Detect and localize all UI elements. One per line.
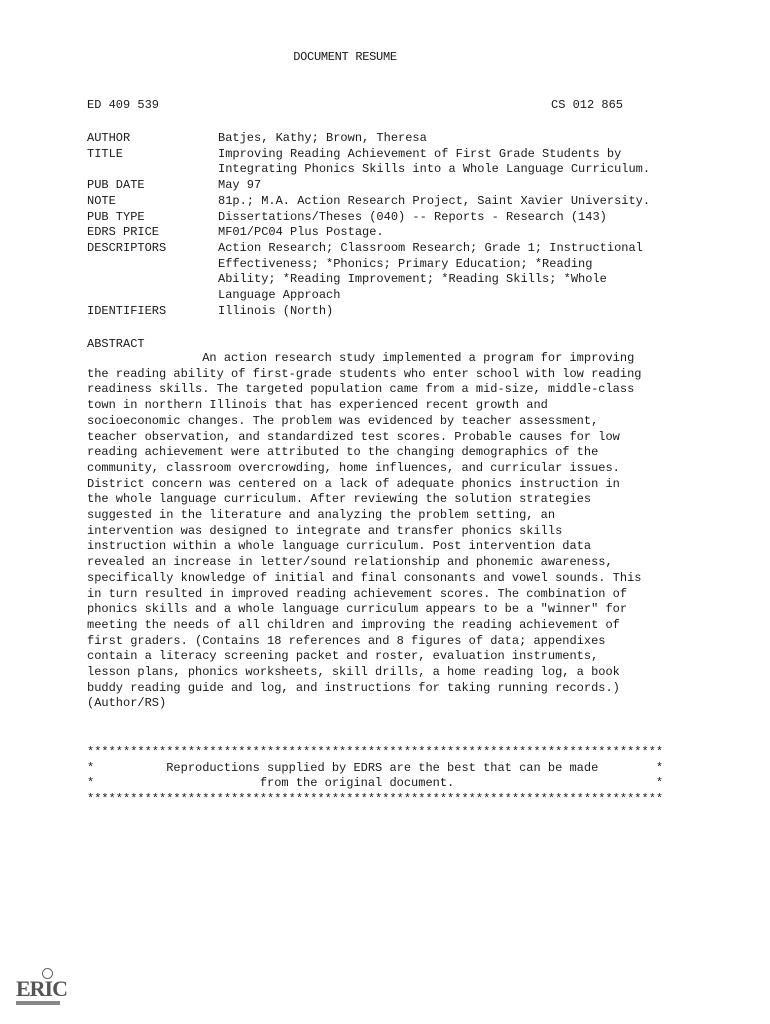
meta-row-pub-type [87,210,707,226]
abstract-line: teacher observation, and standardized test scores. Probable causes for low [87,429,620,444]
meta-label: PUB TYPE [87,209,145,224]
abstract-line: the whole language curriculum. After reviewing the solution strategies [87,492,592,507]
abstract-line: in turn resulted in improved reading achievement scores. The combination of [87,586,628,601]
meta-label: EDRS PRICE [87,225,160,240]
meta-value [218,210,707,226]
meta-value [218,131,707,147]
abstract-line: reading achievement were attributed to the changing demographics of the [87,445,599,460]
meta-value [218,304,707,320]
reproduction-notice-line: * Reproductions supplied by EDRS are the best that can be made * [87,760,664,775]
abstract-label: ABSTRACT [87,337,145,351]
abstract-line: phonics skills and a whole language curriculum appears to be a "winner" for [87,602,628,617]
meta-value-line: Action Research; Classroom Research; Grade 1; Instructional [218,240,643,255]
meta-value-line: Integrating Phonics Skills into a Whole Language Curriculum. [218,162,651,177]
eric-logo-text: ERIC [16,976,68,1001]
meta-label: IDENTIFIERS [87,303,167,318]
meta-row-title [87,147,707,178]
eric-logo-underline [16,1001,60,1005]
meta-row-edrs-price [87,225,707,241]
meta-value-line: Batjes, Kathy; Brown, Theresa [218,131,427,145]
meta-label: TITLE [87,146,124,161]
ed-number: ED 409 539 [87,98,160,112]
meta-value-line: May 97 [218,178,262,193]
abstract-line: intervention was designed to integrate and transfer phonics skills [87,523,563,538]
abstract-line: specifically knowledge of initial and final consonants and vowel sounds. This [87,570,642,585]
meta-value-line: MF01/PC04 Plus Postage. [218,225,384,240]
meta-value-line: Effectiveness; *Phonics; Primary Education; *Reading [218,256,593,271]
abstract-line: An action research study implemented a program for improving [87,351,635,365]
metadata-table [87,131,707,319]
abstract-line: town in northern Illinois that has experienced recent growth and [87,398,548,413]
meta-value-line: Dissertations/Theses (040) -- Reports - Research (143) [218,209,607,224]
meta-label: NOTE [87,193,116,208]
abstract-line: (Author/RS) [87,696,167,711]
document-heading: DOCUMENT RESUME [293,50,397,64]
abstract-line: the reading ability of first-grade students who enter school with low reading [87,366,642,381]
meta-label: AUTHOR [87,131,131,145]
abstract-line: community, classroom overcrowding, home influences, and curricular issues. [87,460,620,475]
abstract-line: District concern was centered on a lack of adequate phonics instruction in [87,476,620,491]
asterisk-border-top: ******************************************************************************** [87,745,664,759]
asterisk-border-bottom: ******************************************************************************** [87,792,664,807]
meta-value [218,194,707,210]
meta-label: PUB DATE [87,178,145,193]
abstract-line: buddy reading guide and log, and instructions for taking running records.) [87,680,620,695]
abstract-line: first graders. (Contains 18 references and 8 figures of data; appendixes [87,633,606,648]
meta-value-line: Language Approach [218,288,341,303]
abstract-line: suggested in the literature and analyzing the problem setting, an [87,508,556,523]
meta-row-pub-date [87,178,707,194]
abstract-body [87,351,697,712]
abstract-line: contain a literacy screening packet and roster, evaluation instruments, [87,649,599,664]
reproduction-notice-line: * from the original document. * [87,776,664,791]
meta-value-line: Ability; *Reading Improvement; *Reading Skills; *Whole [218,272,607,287]
meta-value-line: 81p.; M.A. Action Research Project, Saint Xavier University. [218,193,651,208]
meta-label: DESCRIPTORS [87,240,167,255]
abstract-line: socioeconomic changes. The problem was evidenced by teacher assessment, [87,413,599,428]
eric-logo [14,968,66,1008]
abstract-line: meeting the needs of all children and improving the reading achievement of [87,617,620,632]
meta-value-line: Improving Reading Achievement of First Grade Students by [218,146,622,161]
abstract-line: lesson plans, phonics worksheets, skill drills, a home reading log, a book [87,665,620,680]
reproduction-notice-box [87,745,712,808]
meta-value [218,178,707,194]
meta-row-descriptors [87,241,707,304]
abstract-line: readiness skills. The targeted population came from a mid-size, middle-class [87,382,635,397]
meta-value [218,241,707,304]
meta-value-line: Illinois (North) [218,303,334,318]
meta-row-note [87,194,707,210]
abstract-line: revealed an increase in letter/sound relationship and phonemic awareness, [87,555,613,570]
meta-row-author [87,131,707,147]
meta-value [218,225,707,241]
meta-row-identifiers [87,304,707,320]
cs-number: CS 012 865 [551,98,624,112]
meta-value [218,147,707,178]
abstract-line: instruction within a whole language curriculum. Post intervention data [87,539,592,554]
